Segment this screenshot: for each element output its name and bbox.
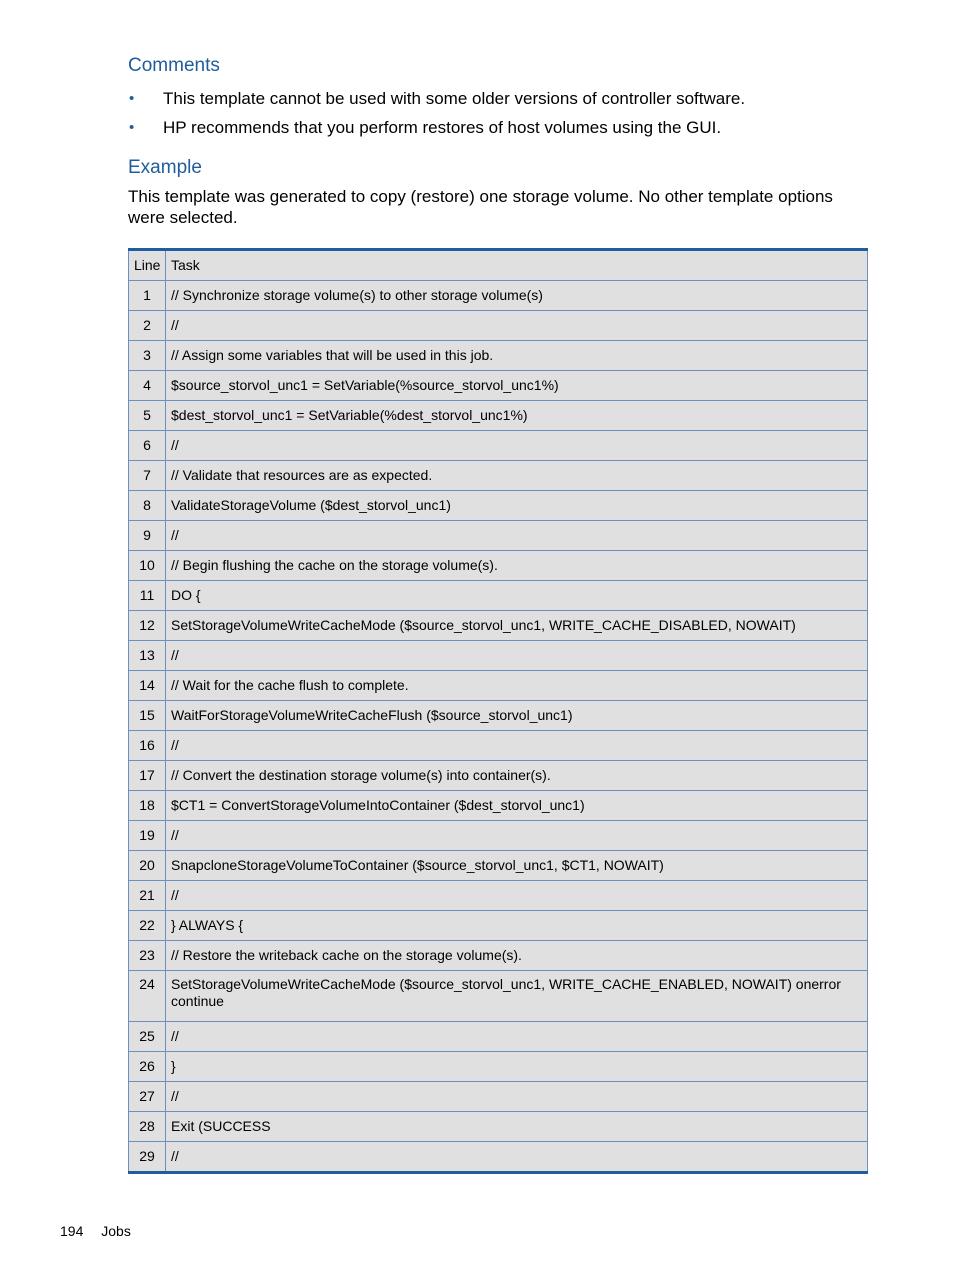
- line-number-cell: 26: [129, 1052, 166, 1082]
- task-cell: $source_storvol_unc1 = SetVariable(%source_storvol_unc1%): [166, 371, 868, 401]
- table-row: [129, 881, 868, 911]
- line-number-cell: 18: [129, 791, 166, 821]
- task-cell: SetStorageVolumeWriteCacheMode ($source_storvol_unc1, WRITE_CACHE_DISABLED, NOWAIT): [166, 611, 868, 641]
- task-cell: //: [166, 311, 868, 341]
- table-row: [129, 671, 868, 701]
- task-cell: // Convert the destination storage volume(s) into container(s).: [166, 761, 868, 791]
- table-row: [129, 851, 868, 881]
- table-row: [129, 281, 868, 311]
- table-row: [129, 821, 868, 851]
- list-item: [128, 117, 868, 146]
- line-number-cell: 17: [129, 761, 166, 791]
- task-cell: $dest_storvol_unc1 = SetVariable(%dest_storvol_unc1%): [166, 401, 868, 431]
- task-cell: //: [166, 1142, 868, 1173]
- table-row: [129, 1112, 868, 1142]
- line-number-cell: 21: [129, 881, 166, 911]
- table-row: [129, 1022, 868, 1052]
- line-number-cell: 29: [129, 1142, 166, 1173]
- task-cell: }: [166, 1052, 868, 1082]
- task-cell: // Begin flushing the cache on the storage volume(s).: [166, 551, 868, 581]
- table-row: [129, 911, 868, 941]
- table-row: [129, 431, 868, 461]
- task-table: [128, 248, 868, 1174]
- header-line: Line: [129, 250, 166, 281]
- line-number-cell: 27: [129, 1082, 166, 1112]
- task-cell: // Synchronize storage volume(s) to other storage volume(s): [166, 281, 868, 311]
- page-number: 194: [60, 1223, 84, 1239]
- table-row: [129, 581, 868, 611]
- bullet-icon: •: [129, 90, 135, 107]
- table-header-row: [129, 250, 868, 281]
- task-cell: $CT1 = ConvertStorageVolumeIntoContainer ($dest_storvol_unc1): [166, 791, 868, 821]
- line-number-cell: 22: [129, 911, 166, 941]
- table-row: [129, 1052, 868, 1082]
- line-number-cell: 25: [129, 1022, 166, 1052]
- page-footer: [60, 1223, 131, 1239]
- table-row: [129, 971, 868, 1022]
- line-number-cell: 16: [129, 731, 166, 761]
- bullet-text: HP recommends that you perform restores of host volumes using the GUI.: [163, 118, 722, 137]
- line-number-cell: 10: [129, 551, 166, 581]
- table-row: [129, 1082, 868, 1112]
- table-row: [129, 491, 868, 521]
- table-row: [129, 401, 868, 431]
- line-number-cell: 28: [129, 1112, 166, 1142]
- line-number-cell: 11: [129, 581, 166, 611]
- line-number-cell: 6: [129, 431, 166, 461]
- line-number-cell: 3: [129, 341, 166, 371]
- task-cell: // Validate that resources are as expected.: [166, 461, 868, 491]
- task-cell: //: [166, 431, 868, 461]
- table-row: [129, 551, 868, 581]
- table-row: [129, 611, 868, 641]
- line-number-cell: 1: [129, 281, 166, 311]
- line-number-cell: 13: [129, 641, 166, 671]
- task-cell: //: [166, 731, 868, 761]
- comments-heading: Comments: [128, 55, 220, 76]
- table-row: [129, 1142, 868, 1173]
- line-number-cell: 24: [129, 971, 166, 1022]
- header-task: Task: [166, 250, 868, 281]
- task-cell: //: [166, 881, 868, 911]
- table-row: [129, 371, 868, 401]
- table-row: [129, 791, 868, 821]
- table-row: [129, 641, 868, 671]
- task-cell: //: [166, 1022, 868, 1052]
- task-cell: ValidateStorageVolume ($dest_storvol_unc1): [166, 491, 868, 521]
- example-heading: Example: [128, 157, 202, 178]
- line-number-cell: 9: [129, 521, 166, 551]
- task-cell: // Restore the writeback cache on the storage volume(s).: [166, 941, 868, 971]
- task-cell: SnapcloneStorageVolumeToContainer ($source_storvol_unc1, $CT1, NOWAIT): [166, 851, 868, 881]
- task-cell: //: [166, 521, 868, 551]
- table-row: [129, 341, 868, 371]
- line-number-cell: 2: [129, 311, 166, 341]
- line-number-cell: 4: [129, 371, 166, 401]
- task-cell: //: [166, 821, 868, 851]
- task-cell: // Assign some variables that will be used in this job.: [166, 341, 868, 371]
- example-intro: This template was generated to copy (restore) one storage volume. No other template options were selected.: [128, 187, 833, 227]
- task-cell: Exit (SUCCESS: [166, 1112, 868, 1142]
- bullet-text: This template cannot be used with some older versions of controller software.: [163, 89, 746, 108]
- line-number-cell: 5: [129, 401, 166, 431]
- line-number-cell: 8: [129, 491, 166, 521]
- task-cell: SetStorageVolumeWriteCacheMode ($source_storvol_unc1, WRITE_CACHE_ENABLED, NOWAIT) onerror continue: [166, 971, 868, 1022]
- line-number-cell: 23: [129, 941, 166, 971]
- task-cell: //: [166, 1082, 868, 1112]
- table-row: [129, 521, 868, 551]
- line-number-cell: 7: [129, 461, 166, 491]
- task-cell: WaitForStorageVolumeWriteCacheFlush ($source_storvol_unc1): [166, 701, 868, 731]
- task-table-body: [129, 281, 868, 1173]
- table-row: [129, 731, 868, 761]
- task-cell: // Wait for the cache flush to complete.: [166, 671, 868, 701]
- line-number-cell: 19: [129, 821, 166, 851]
- table-row: [129, 761, 868, 791]
- line-number-cell: 14: [129, 671, 166, 701]
- table-row: [129, 461, 868, 491]
- table-row: [129, 941, 868, 971]
- list-item: [128, 88, 868, 117]
- task-cell: DO {: [166, 581, 868, 611]
- task-cell: //: [166, 641, 868, 671]
- footer-section: Jobs: [101, 1223, 131, 1239]
- task-cell: } ALWAYS {: [166, 911, 868, 941]
- line-number-cell: 12: [129, 611, 166, 641]
- table-row: [129, 701, 868, 731]
- comments-bullet-list: [128, 88, 868, 146]
- line-number-cell: 20: [129, 851, 166, 881]
- table-row: [129, 311, 868, 341]
- bullet-icon: •: [129, 119, 135, 136]
- line-number-cell: 15: [129, 701, 166, 731]
